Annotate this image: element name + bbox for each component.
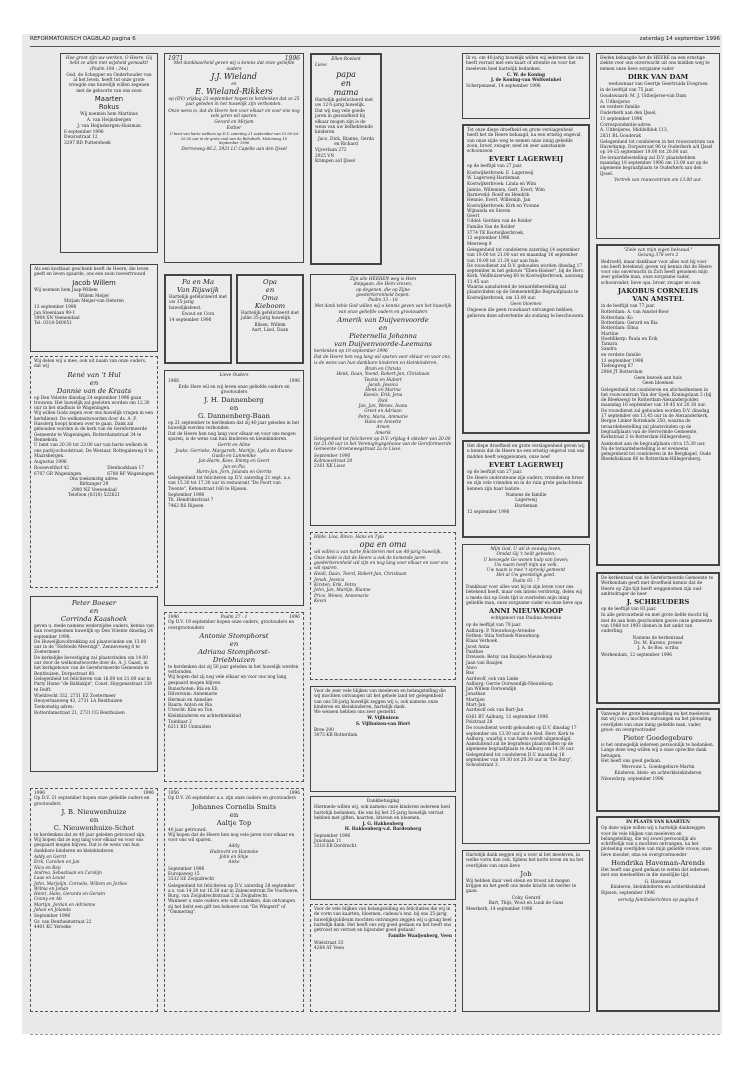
ad-date: Werkendam, 12 september 1996: [601, 652, 673, 658]
ad-text: Dankbaar voor alles wat hij in zijn leven voor ons betekend heeft, maar ook intens verdrietig, delen wij u mede dat op Gods tijd is overleden mijn innig geliefde man, onze zorgzame vader en onze lieve opa: [466, 585, 583, 606]
continued-note: vervolg familieberichten op pagina 8: [617, 897, 699, 903]
ad-body: geven u, mede namens wederzijdse ouders, kennis van hun voorgenomen huwelijk op Den Volente dinsdag 24 september 1996. De Huwelijksvoltrekking zal plaatsvinden om 13.00 uur in de "Hofstede Meerzigt", Zenneveweg 8 te Zoetermeer. De kerkelijke bevestiging zal plaatsvinden om 14.00 uur door de welkomstwoorde door ds. A. J. Gaast, in het kerkgebouw van de Gereformeerde Gemeente te Benthuizen, Dorpsstraat 80. Gelegenheid tot feliciteren van 16.00 tot 21.00 uur in Party Home "de Baldakijn", Const. Huygensstraat 139 te Delft.: [34, 624, 154, 693]
ad-name: C. W. de Koning J. de Koning-van Wolfswinkel: [490, 72, 562, 84]
ad-heading: Ellen-Roelant: [331, 57, 361, 62]
ad-subtext: echtgenoot van Paulina Arendse: [490, 616, 562, 622]
ad-anniversary-dannenberg: [164, 370, 304, 606]
ad-text: Wij hebben daar veel steun en troost uit mogen krijgen en het geeft ons mede kracht om verder te gaan.: [466, 878, 577, 895]
ad-age: op de leeftijd van 79 jaar.: [466, 622, 522, 628]
ad-name: EVERT LAGERWEIJ: [488, 155, 564, 164]
ad-address: 13 september 1996 Tiefengweg 67 2964 JT Rotterdam: [601, 359, 644, 375]
ad-signature: Bilsen, Willem Aart, Lisel, Daan: [251, 322, 289, 333]
ad-name: René van 't Hul en Dannie van de Kraats: [56, 370, 132, 395]
ad-anniversary-nieuwenhuize: [30, 788, 158, 1012]
ad-address: September 1996 Kalmoesstraat 20 2161 XK Lisse: [314, 453, 353, 470]
ad-body: Voor de vele blijken van belangstelling en felicitaties die wij in de vorm van kaarten, bloemen, cadeau's enz. bij ons 25-jarig huwelijksjubileum mochten ontvangen zeggen wij u graag heel hartelijk dank. Het heeft ons erg goed gedaan en het heeft ons getroost en verrast en bijzonder goed gedaan!: [314, 907, 452, 934]
ad-address: 6 september 1996 Dwarsstraat 12 3297 RD Puttershoek: [64, 129, 111, 146]
ad-text: Op D.V. 21 september hopen onze geliefde ouders en grootouders: [34, 796, 150, 807]
ad-name: Amerik van Duijvenvoorde en Pieternella Johanna van Duijvenvoorde-Leemans: [334, 316, 432, 349]
ad-address: 3774 TK Kootwijkerbroek, 12 september 1996 Meerweg 8: [467, 231, 525, 247]
ad-body: op Den Volente dinsdag 24 september 1996 gaan trouwen. Het huwelijk zal gesloten worden om 12.30 uur in het stadhuis te Wageningen. Wij willen Gods zegen over ons huwelijk vragen in een kerkdienst. De welkomstwoorden door ds. A. F. Hasslerg hoopt komen over te gaan. Dank zal gehouden worden in de kerk van de Gereformeerde Gemeente te Wageningen, Rotterdamstraat 34 te Bennekom. U bent van 20.30 tot 23.00 uur van harte welkom in ons partij-schoolstraat, De Westaar, Rottegaleweg 6 te Maarsbergen.: [34, 395, 154, 459]
ad-body: Hartelijk dank zeggen wij u voor al het meeleven, in welke vorm dan ook, tijdens het korte leven en na het overlijden van onze lieve: [466, 853, 584, 869]
year-start: 1996: [34, 791, 45, 796]
header-left: REFORMATORISCH DAGBLAD pagina 6: [30, 36, 136, 42]
ad-body: wil willen u van harte feliciteren met uw 40-jarig huwelijk. Onze bede is dat de Heere u ook de komende jaren goedertierenheid wil zijn en nog lang voor elkaar en voor ons wil sparen.: [314, 550, 449, 572]
ad-date: Nieuwdorp, september 1996: [601, 776, 664, 782]
ad-correspondence: Correspondentie-adres: A. Uitbeijerse, Middelblok 113, 2831 BL Gouderak: [600, 122, 669, 139]
ad-address: September 1996 Th. Hendriksstraat 7 7462 RS Rijssen: [168, 493, 214, 509]
ad-signature: Ewout en Cora: [181, 311, 215, 317]
ad-body: Hiermede willen wij, ook namens onze kinderen iedereen heel hartelijk bedanken, die ons bij het 25-jarig huwelijk verrast hebben met giften, kaarten, brieven en bloemen.: [314, 805, 451, 821]
ad-children: Bram en Christa Henk, Daan, Yoend, Robert-Jan, Christiaan Teunis en Hubert Jacob, Jessica Henk en Marina Koesie, Erik, Jena Dick Jan, Jan, Wenes, Ivana Greet en Adriaan Petra, Maria, Ammarie Hans en Annette Aroen Amerik: [336, 366, 430, 436]
ad-body: Hartelijk gefeliciteerd met jullie 35-jarig huwelijk.: [241, 311, 299, 322]
ad-address: 6361 BT Aalburg, 12 september 1996 Polstraat 28: [466, 714, 549, 725]
ad-body: Hartelijk gefeliciteerd met uw 35-jarig huwelijksfeest.: [169, 295, 227, 311]
year-start: 1956: [168, 791, 179, 796]
ad-name: W. Vijlhuizen S. Vijlhuizen-van Biert: [355, 716, 411, 727]
ad-name: JAKOBUS CORNELIS VAN AMSTEL: [617, 287, 699, 304]
ad-address: September 1996 Junobaan 11 3318 EB Dordrecht: [314, 833, 357, 850]
ad-service: Gelegenheid tot condoleren en afscheidnemen in het rouwcentrum Van der Spek, Koningslaan 3 (bij de Bleekweg) te Rotterdam-Alexanderpolder, maandag 16 september van 19.45 tot 20.30 uur. De rouwdienst zal gehouden worden D.V. dinsdag 17 september om 13.45 uur in de Alexanderkerk, Bergse Linker Rottekade 250, waarna de teraardebestelling zal plaatsvinden op de begraafplaats van de Hervormde Gemeente, Kerkstraat 2 te Rotterdam-Hillegersberg.: [601, 387, 712, 441]
ad-reception: U bent van harte welkom op D.V. zaterdag 21 september van 15.00 tot 16.30 uur in de grote zaal van de Rehoboth, Molenweg 16 September 1996: [169, 131, 299, 146]
ad-name: J. B. Nieuwenhuize en C. Nieuwenhuize-Schot: [53, 807, 135, 832]
ad-body: De Heere ondersteune zijn ouders, vrienden en broer en zijn vele vrienden en in de ruin grote gedachtenis kennen zijn haar laatste.: [467, 476, 584, 492]
ad-family: Aalburg: P. Nieuwkoop-Arendse Eethen: Stiia Verhoek-Nieuwkoop Klaas Verhoek Joost Anna Panthes Dreusen: Betsy van Baaijen-Nieuwkoop Jaan van Baaijen Anco Bas Aardwolf, ook van Lieke Aalburg: Gerrie Oorwendijk-Nieuwkoop Jan Willem Oorwendijk Jonathan Martijen Mart-Jan Aardwolf ook van Bart-Jan: [466, 628, 553, 714]
ad-children: Addy Hubrecht en Hanneke John en Sinje Anke: [209, 844, 259, 866]
ad-name: papa en mama: [333, 69, 359, 97]
ad-thanks-waaijenberg: [310, 904, 456, 1012]
ad-salutation: Hilde, Lisa, Rinco, Hans en Tyla: [314, 535, 384, 540]
ad-name: Familie Waaijenberg, Veen: [388, 934, 452, 940]
ad-address: September 1996 Gr. van Bentheimstraat 22 4401 KC Yerseke: [34, 914, 92, 930]
ad-subtext: Wij noemen hem Jaap-Willem: [34, 287, 98, 293]
ad-body: Voor de zeer vele blijken van meeleven en belangstelling die wij mochten ontvangen uit het gehele land ter gelegenheid van ons 50-jarig huwelijk zeggen wij u, ook namens onze kinderen en kleinkinderen, hartelijk dank. We wensen hebben ons zeer gesterkt.: [314, 689, 446, 716]
ad-text: God, de Schepper en Onderhouder van al het leven, heeft tot onze grote vreugde ons huwelijk willen zegenen met de geboorte van ons zoon: [66, 72, 152, 94]
address-left: Roosevelthof 42 6707 GR Wageningen: [34, 466, 82, 477]
ad-wish: Dat wij nog vele goede jaren in gezondheid bij elkaar mogen zijn is de wens van uw liefhebbende kinderen: [315, 109, 373, 136]
header-right: zaterdag 14 september 1996: [639, 36, 720, 42]
ad-thanks-vijlhuizen: [310, 686, 456, 792]
ad-text: Op D.V. 26 september a.s. zijn onze ouders en grootouders: [168, 796, 296, 802]
ad-family: G. Haveman Kinderen, kleinkinderen en achterkleinkind: [610, 879, 706, 890]
ad-text: Erde Here wil en wij leven onze geliefde ouders en grootouders: [178, 384, 290, 395]
ad-name: J. G. Hakkenberg H. Hakkenberg-v.d. Bardenberg: [344, 822, 422, 833]
ad-age: in de leeftijd van 75 jaar.: [600, 88, 655, 94]
ad-age: in de leeftijd van 77 jaar.: [601, 304, 656, 310]
ad-text: Met dankbaarheid geven wij u kennis dat onze geliefde ouders: [173, 61, 295, 72]
ad-signature: Namens de kerkenraad Ds. M. Karens, preses J. A. de Bos, scriba: [632, 635, 684, 652]
ad-body: is het onmogelijk iedereen persoonlijk te bedanken. Langs deze weg willen wij u onze oprechte dank betuigen. Het heeft ons goed gedaan.: [601, 743, 715, 765]
ad-service: Gelegenheid tot condoleren zaterdag 14 september van 19.00 tot 21.00 uur en maandag 16 september van 19.00 tot 21.30 uur aan huis. De rouwdienst zal D.V. gehouden worden dinsdag 17 september in het gebouw "Eben-Haëzer", bij de Herv. Kerk, Veldhuizerweg 60 te Kootwijkerbroek, aanvang 11.45 uur. Waarna aansluitend de teraardebestelling zal plaatsvinden op de Gemeentelijke Begraafplaats te Kootwijkerbroek, om 13.00 uur.: [467, 247, 585, 301]
ad-heading: IN PLAATS VAN KAARTEN: [626, 820, 690, 825]
ad-children: Addy en Gerrit Erik, Carolien en Jan Nico en Bep Andrea, Sebastiaan en Carolijn Laus en Leunt John, Marjolijn, Cornelis, Willem en Jorlies Wilma en Johan Henri, Hans, Gerarda en Gerwin Conny en Ab Martijn, Jordan en Adrienne Johan en Jolanda: [34, 855, 127, 914]
ad-wedding-rene-dannie: [30, 356, 158, 588]
ad-congrats-van-rijswijk: [164, 274, 232, 364]
ad-date: 14 september 1996: [169, 318, 212, 324]
ad-text: Tot onze diepe droefheid en grote verslagenheid heeft het de Heere behaagd, na een ernstig ongeval, van onze zijde weg te nemen onze innig geliefde zoon, broer, zwager, neef en zeer aanstaande schoonzoon: [467, 128, 582, 155]
ad-congrats-papa-mama: [310, 53, 382, 265]
year-end: 1996: [143, 791, 154, 796]
ad-children: Gerard en Mirjam Esther: [214, 120, 254, 131]
ad-date: herdenken op 19 september 1996: [314, 349, 388, 355]
ad-family-1: Kootwijkerbroek: E. Lagerweij W. Lagerweij-Hardeman: [467, 170, 534, 182]
ad-name: opa en oma: [359, 540, 407, 550]
ad-name: DIRK VAN DAM: [627, 72, 689, 81]
ad-wish: Onze wens is, dat de Heere hen voor elkaar en voor ons nog vele jaren wil sparen.: [168, 108, 300, 120]
ad-age: op de leeftijd van 27 jaar.: [467, 164, 523, 170]
ad-body: te herdenken dat zij 50 jaar geleden in het huwelijk werden verbonden. Wij hopen dat zij nog vele elkaar en voor ons nog lang gespaard mogen blijven.: [168, 664, 299, 686]
ad-text: Vanwege de grote belangstelling en het meeleven dat wij van u mochten ontvangen na het plotseling overlijden van onze innig geliefde man, vader, groot- en overgrootvader: [601, 712, 712, 733]
ad-text: De kerkenraad van de Gereformeerde Gemeente te Werkendam geeft met droefheid kennis dat de Heere op Zijn tijd heeft weggenomen zijn oud-ambtsdrager de heer: [601, 576, 714, 597]
ad-address: 13 september 1996 Jan Steenlaan 99-1 3904 XN Veenendaal Tel. 0318-540051: [34, 305, 80, 327]
ad-family: Coby, Gerard Bart, Thijs, Wout en Luuk de Gans: [488, 895, 564, 907]
year-end: 1996: [284, 55, 300, 62]
ad-age: op de leeftijd van 83 jaar.: [601, 607, 657, 613]
ad-parents: Willem Meijer Mirjam Meijer-van Heteren: [64, 293, 124, 305]
ad-note: Ongeeon die geen rouwkaart ontvangen hebben, gelieven deze advertentie als zodanig te beschouwen.: [467, 308, 585, 319]
ad-address: Vijverlaan 272 2925 VN Krimpen a/d IJssel: [315, 148, 356, 164]
year-end: 1996: [289, 379, 300, 385]
ad-wish: Dat de Heere hen nog lang wil sparen voor elkaar en voor ons, is de wens van hun dankbare kinderen en kleinkinderen.: [314, 355, 452, 366]
ad-anniversary-wieland: [164, 53, 304, 263]
hymn-quote: "Ziele van mijn eigen bekwaal." Gezang 378 vers 2: [623, 248, 693, 259]
ad-service: Gelegenheid tot condoleren in het rouwcentrum van Haverkamp, Dorpsstraat 96 te Ouderkerk a/d IJssel op 14-15 september 19.00 tot 20.00 uur. De teraardebestelling zal D.V. plaatshebben maandag 16 september 1996 om 13.00 uur op de algemene begraafplaats te Ouderkerk aan den IJssel.: [600, 139, 715, 177]
ad-thanks-hakkenberg: [310, 796, 456, 900]
ad-anniversary-van-duijvenvoorde: [310, 274, 456, 526]
ad-text: Met dank tebie God willen wij u kennis geven van het huwelijk van onze geliefde ouders en grootouders: [314, 304, 452, 315]
ad-text: Wij delen wij u mee, ook uit naam van onze ouders, dat wij: [34, 359, 147, 370]
ad-name: Peter Boeser en Corrinda Kaashoek: [60, 599, 128, 623]
ad-address: Bree 200 3075 KB Rotterdam: [314, 728, 358, 739]
ad-death-dirk-van-dam: [596, 53, 720, 239]
ad-text: Heden behaagde het de HEERE na een ernstige ziekte voor ons onverwacht uit ons midden weg te nemen onze lieve zorgzame vader: [600, 56, 710, 72]
ad-family: Goudswaard: M. J. Uitbeijerse-van Dam A. Uitbeijerse en verdere familie: [600, 94, 687, 111]
ad-address: Dorresweg 86.2, 2921 LC Capelle aan den IJssel: [181, 146, 287, 152]
ad-name: Maarten Rokus: [94, 95, 124, 112]
ad-death-evert-lagerweij-family: [462, 124, 590, 434]
ad-text: Op D.V. 19 september hopen onze ouders, grootouders en overgrootouders: [168, 620, 295, 631]
ad-name: Job: [520, 869, 532, 878]
ad-date: Rijssen, september 1996: [601, 891, 655, 897]
ad-text: Het diepe droefheid en grote verslagenheid geven wij u kennis dat de Heere na een ernstig ongeval van ons midden heeft weggenomen, onze neef: [467, 444, 585, 460]
ad-body: 40 jaar getrouwd. Wij hopen dat de Heere hen nog vele jaren voor elkaar en voor ons wil sparen.: [168, 827, 295, 844]
ad-body: In alle getrouwheid en met grote liefde mocht hij met de aan hem geschonken gaven onze gemeente van 1988 tot 1993 dienen in het ambt van ouderling.: [601, 613, 713, 635]
ad-children: Heidi, Daan, Teerd, Robert-Jan, Christiaan Jonah, Jessica Kirsten, Erik, Petra John, Jan, Martijn, Rianne Price, Wenes, Annemarie Kevin: [314, 572, 407, 604]
ad-name: J. H. Dannenberg en G. Dannenberg-Baan: [198, 396, 270, 421]
ad-name: Antonie Stomphorst en Adriana Stomphorst- Driebhuizen: [198, 631, 270, 664]
ad-subtext: weduwnaar van Geertje Geertruida Evegroen: [608, 81, 708, 87]
ad-children: Bunschoten: Ria en Eli Hilversum: Annemarie Herman en Annelies Baarn: Anton en Ria Utrecht: Kim en Ton Kleinkinderen en achterkleinkind: [168, 687, 241, 719]
ad-address: Wielstraat 33 4264 AT Veen: [314, 940, 344, 952]
ad-salutation: Lieve: [315, 63, 327, 69]
ad-name: Pa en Ma Van Rijswijk: [177, 278, 219, 294]
ad-name: ANNI NIEUWKOOP: [488, 607, 564, 616]
ad-signature: Namens de familie Lagerweij Hardeman: [505, 493, 547, 509]
ad-service: De rouwdienst wordt gehouden op D.V. dinsdag 17 september om 13.30 uur in de Ned. Herv. Kerk te Aalburg, waarbij u van harte wordt uitgenodigd. Aansluitend zal de begrafenis plaatsvinden op de algemene begraafplaats te Aalburg om 14.30 uur. Gelegenheid tot condoleren D.V. maandag 16 september van 19.30 tot 20.30 uur in "De Burg", Schoolstraat 3.: [466, 726, 577, 769]
ad-name: Pieter Goedegebure: [623, 734, 693, 743]
ad-body: Het heeft ons goed gedaan te weten dat iedereen met ons meeleefden in die moeilijke tijd.: [601, 868, 709, 879]
ad-reception: Gelegenheid tot feliciteren op D.V. zaterdag 21 sept. a.s. van 15.30 tot 17.30 uur in restaurant "De Poort van Twente", Ketenstraat 166 te Rijssen.: [168, 476, 292, 492]
ad-death-anni-nieuwkoop: [462, 544, 590, 844]
ad-parents: A. van Heijnsbergen J. van Heijnsbergen-Huisman: [77, 118, 141, 129]
ad-reception: Gelegenheid tot feliciteren op D.V. zaterdag 28 september a.s. van 14.30 tot 16.30 uur in Zalencentrum De Voorhoeve, Burg. van Zwijndrechtstraat 2 in Zwijndrecht. Wanneer u onze ouders iets wilt schenken, dan ontvangen zij het liefst een gift ten behoeve van "De Wingerd" of "Ommering".: [168, 883, 299, 916]
ad-family: Mevrouw L. Goedegebure-Martin Kinderen, klein- en achterkleinkinderen: [614, 765, 702, 776]
ad-congrats-kieboom: [236, 274, 304, 364]
ad-no-flowers: Geen bloemen: [510, 301, 542, 307]
psalm-quote: Hoe groot zijn uw werken, O Heere. Gij hebt ze allen met wijsheid gemaakt! (Psalm 104 : 24a): [65, 56, 153, 72]
ad-name-2: E. Wieland-Rikkers: [195, 87, 273, 97]
ad-name-1: J.J. Wieland: [211, 71, 257, 81]
ad-address: Tuinbaar 2 6211 BD Unmuiden: [168, 719, 211, 731]
ad-date: Meerkerk, 14 september 1996: [466, 907, 533, 913]
ad-text: Bedroefd, maar dankbaar voor alles wat hij voor ons heeft betekend, geven wij kennis dat de Heere voor ons onverwacht in Zich heeft genomen mijn zeer geliefde man, onze zorgzame vader, schoonvader, lieve opa, broer, zwager en oom: [601, 259, 712, 286]
ad-date: Ouderkerk aan den IJssel, 11 september 1996: [600, 111, 657, 122]
year-end: 1996: [289, 791, 300, 796]
ad-age: op de leeftijd van 27 jaar.: [467, 469, 523, 475]
ad-thanks-haveman: [596, 816, 720, 1012]
ad-wedding-peter-corrinda: [30, 596, 158, 772]
ad-address: Wieldrecht 332, 2731 EZ Zoetermeer Heuyermanweg 43, 2731 LA Benthuizen: [34, 693, 123, 705]
ad-heading: Lieve Ouders: [219, 373, 249, 378]
ad-family-2: Kootwijkerbroek: Linda en Wim Jannie, Willemien, Gert, Evert, Wim Barneveld: Roelf en Hendrik Hennie, Evert, Willemijn, Jan Kootwijkerbroek: Kirk en Yvonne Wijnanda en Steven Geert Uddel: Gerdien van de Rolder Familie Van de Rolder: [467, 182, 545, 230]
ad-body: Hartelijk gefeliciteerd met uw 12½-jarig huwelijk.: [315, 97, 373, 108]
ad-addresses: [34, 466, 154, 477]
ad-text: Als een kostbaar geschenk heeft de Heere, die leven geeft en leven spaarde, ons een zoon toevertrouwd: [34, 267, 149, 278]
ad-reception: Gelegenheid tot feliciteren op D.V. vrijdag 4 oktober van 20.00 tot 21.00 uur in het Verenigingsgebouw van de Gereformeerde Gemeente Groenewegstraat 2a te Lisse.: [314, 436, 452, 453]
page-footer-line: [30, 1034, 720, 1041]
ad-family: Rotterdam: A. van Amstel-Boer Rotterdam: Ko Rotterdam: Gerard en Ria Rotterdam: Elma Martine Hoefdikerp: Paula en Erik Tamara Sandra en verdere familie: [601, 310, 669, 358]
ad-thanks-job: [462, 850, 590, 1012]
ad-date: Augustus 1996: [34, 460, 67, 466]
ad-death-van-amstel: [596, 244, 720, 566]
ad-text: Op deze wijze willen wij u hartelijk dankzeggen voor de vele blijken van meeleven en belangstelling, die wij zowel persoonlijk als schriftelijk van u mochten ontvangen, na het plotseling overlijden van mijn geliefde vrouw, onze lieve moeder, oma en overgrootmoeder: [601, 826, 712, 858]
ad-children: Gerrit en Aline Jouke, Gerrieke, Margareth, Martijn, Lydia en Rianne Guido en Lunnenike Jan-Harm, Kees, Emmy en Geert Jan en Pia Harm-Jan, Jorn, Jolanda en Gerrits: [175, 443, 293, 475]
ad-anniversary-stomphorst: [164, 612, 304, 782]
ad-no-visits: Geen bezoek aan huis Geen bloemen: [634, 375, 682, 387]
ad-name: J. SCHREUDERS: [626, 598, 690, 607]
ad-future-address: Toekomstig adres: Rotterdamstraat 21, 2731 CG Benthuizen: [34, 705, 125, 716]
ad-burial: Aankomst aan de begraafplaats circa 15.30 uur. Na de teraardebestelling is er eveneens gelegenheid tot condoleren in de Bergkapel, Oude Bleekdiskiaan 66 te Rotterdam-Hillegersberg.: [601, 441, 712, 463]
ad-birth-maarten: [60, 53, 158, 253]
ad-thanks-de-koning: [462, 53, 590, 119]
ad-children: Jaco, Dick, Rianne, Gerda en Richard: [318, 136, 374, 147]
ad-death-schreuders: [596, 572, 720, 704]
year-start: 1996: [168, 615, 179, 620]
ad-death-evert-lagerweij-relatives: [462, 440, 590, 538]
ad-future-address: Ons toekomstig adres: Birkanger 29 2900 NZ Veenendaal Telefoon (0318) 522621: [68, 477, 120, 498]
ad-congrats-opa-oma: [310, 532, 456, 680]
ad-body: op (DV) vrijdag 23 september hopen te herdenken dat ze 25 jaar geleden in het huwelijk zijn verbonden.: [168, 97, 300, 108]
ad-thanks-goedegebure: [596, 708, 720, 812]
psalm-quote: Zijn alle HEEREN weg is Hem diepgaan, die Hem vrezen, op degenen, die op Zijne goedertierenheid hopen. Psalm 33 : 18: [349, 277, 417, 304]
year-end: 1996: [289, 615, 300, 620]
year-start: 1966: [168, 379, 179, 385]
year-start: 1971: [168, 55, 184, 62]
ad-name: Johannes Cornelis Smits en Aaltje Top: [191, 802, 277, 827]
psalm-ref: Psalm 27 : 1: [220, 615, 248, 620]
address-right: Dienhooklaan 17 6708 RF Wageningen: [107, 466, 154, 477]
ad-birth-jacob: [30, 264, 158, 352]
ad-body: Ik vs. om 40-jarig huwelijk willen wij iedereen die ons heeft verrast met een kaart of attentie en voor het meeleven heel hartelijk bedanken.: [466, 56, 584, 72]
ad-name: EVERT LAGERWEIJ: [488, 460, 564, 469]
ad-name: Opa en Oma Kieboom: [254, 278, 286, 310]
ad-anniversary-smits: [164, 788, 304, 1012]
ad-name-and: en: [231, 81, 237, 87]
ad-body: op 21 september te herdenken dat zij 40 jaar geleden in het huwelijk werden verbonden. Dat de Heere hen nog lang voor elkaar en voor ons mogen sparen, is de wens van hun kinderen en kleinkinderen.: [168, 421, 300, 443]
ad-date: 12 september 1996: [467, 509, 510, 515]
ad-address: September 1996 Europaweg 15 3332 SE Zwijndrecht: [168, 866, 215, 883]
ad-body: te herdenken dat ze 40 jaar geleden getrouwd zijn. Wij hopen dat ze nog lang voor elkaar en voor ons gespaard mogen blijven. Dat is de wens van hun dankbare kinderen en kleinkinderen: [34, 832, 146, 854]
ad-name: Hendrika Haveman-Arends: [611, 859, 705, 868]
ad-heading: Dankbetuiging: [366, 799, 400, 804]
ad-note: Vertrek van rouwcentrum om 13.00 uur.: [614, 177, 702, 183]
ad-date: Scherpenzeel, 14 september 1996: [466, 84, 541, 90]
psalm-quote: Mijn God, U wil ik eeuwig loven, Omdat Gij 't heilt gebeden; U bevoegde Ge wonen hulp van boven; Uw naam heeft mijn uw volk. Uw naam is mee 't sprookj gemeent Het al Uw geesteligk goed. Psalm 92 : 7: [483, 547, 569, 584]
ad-subtext: Wij noemen hem Martinus: [80, 112, 138, 118]
ad-name: Jacob Willem: [72, 278, 116, 287]
page-header: [30, 36, 720, 47]
